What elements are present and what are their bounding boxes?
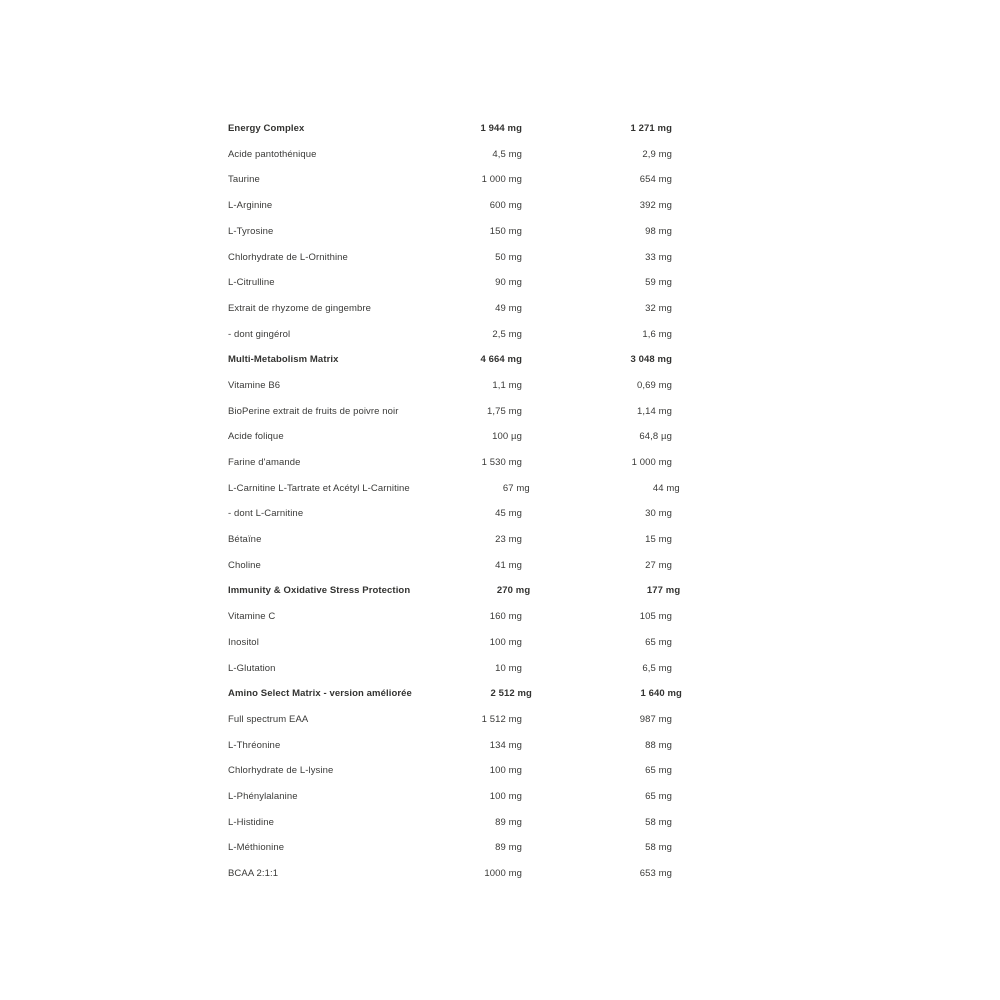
amount-col1: 1000 mg	[484, 868, 522, 880]
amount-col1: 100 mg	[489, 790, 522, 802]
ingredient-label: Chlorhydrate de L-Ornithine	[228, 251, 348, 263]
amount-col2: 653 mg	[639, 868, 672, 880]
amount-col1: 600 mg	[489, 200, 522, 212]
ingredient-label: Extrait de rhyzome de gingembre	[228, 302, 372, 314]
table-row	[228, 707, 672, 733]
amount-col2: 1 640 mg	[640, 688, 682, 700]
ingredient-label: L-Arginine	[228, 200, 273, 212]
amount-col2: 98 mg	[645, 225, 672, 237]
amount-col1: 49 mg	[495, 302, 522, 314]
table-row	[228, 373, 672, 399]
ingredient-label: Amino Select Matrix - version améliorée	[228, 688, 412, 700]
table-row	[228, 219, 672, 245]
table-row	[228, 270, 672, 296]
amount-col2: 177 mg	[646, 585, 681, 597]
amount-col1: 23 mg	[495, 534, 522, 546]
amount-col1: 41 mg	[495, 559, 522, 571]
amount-col1: 160 mg	[489, 611, 522, 623]
ingredient-label: Vitamine C	[228, 611, 276, 623]
ingredient-label: L-Histidine	[228, 816, 274, 828]
amount-col2: 32 mg	[645, 302, 672, 314]
ingredient-label: L-Tyrosine	[228, 225, 274, 237]
ingredient-label: Acide folique	[228, 431, 284, 443]
table-row	[228, 116, 672, 142]
ingredient-label: Choline	[228, 559, 261, 571]
ingredient-label: Energy Complex	[228, 123, 305, 135]
table-row	[228, 142, 672, 168]
table-row	[228, 193, 672, 219]
ingredient-label: Full spectrum EAA	[228, 713, 309, 725]
table-row	[228, 244, 672, 270]
ingredient-label: BioPerine extrait de fruits de poivre noir	[228, 405, 399, 417]
amount-col2: 33 mg	[645, 251, 672, 263]
amount-col1: 100 µg	[492, 431, 522, 443]
amount-col1: 270 mg	[496, 585, 531, 597]
amount-col2: 44 mg	[652, 482, 680, 494]
amount-col2: 64,8 µg	[639, 431, 672, 443]
table-row	[228, 399, 672, 425]
ingredient-label: L-Glutation	[228, 662, 276, 674]
ingredient-label: Chlorhydrate de L-lysine	[228, 765, 334, 777]
amount-col2: 88 mg	[645, 739, 672, 751]
table-row	[228, 296, 672, 322]
ingredient-label: L-Citrulline	[228, 277, 275, 289]
table-row	[228, 733, 672, 759]
table-row	[228, 553, 672, 579]
amount-col2: 392 mg	[639, 200, 672, 212]
amount-col2: 59 mg	[645, 277, 672, 289]
amount-col1: 2 512 mg	[490, 688, 532, 700]
amount-col1: 1,1 mg	[492, 379, 522, 391]
amount-col2: 1,14 mg	[636, 405, 672, 417]
amount-col1: 67 mg	[502, 482, 530, 494]
amount-col2: 105 mg	[639, 611, 672, 623]
amount-col1: 50 mg	[495, 251, 522, 263]
ingredient-label: L-Thréonine	[228, 739, 281, 751]
amount-col1: 1,75 mg	[486, 405, 522, 417]
table-row	[228, 167, 672, 193]
ingredient-label: Acide pantothénique	[228, 148, 317, 160]
table-row	[228, 476, 680, 502]
table-row	[228, 347, 672, 373]
amount-col1: 89 mg	[495, 816, 522, 828]
amount-col2: 3 048 mg	[630, 354, 672, 366]
ingredient-label: Immunity & Oxidative Stress Protection	[228, 585, 411, 597]
table-row	[228, 527, 672, 553]
ingredient-label: L-Carnitine L-Tartrate et Acétyl L-Carnitine	[228, 482, 410, 494]
amount-col1: 1 512 mg	[481, 713, 522, 725]
table-row	[228, 501, 672, 527]
ingredient-label: L-Phénylalanine	[228, 790, 298, 802]
amount-col2: 1 271 mg	[630, 123, 672, 135]
nutrition-table	[228, 116, 682, 887]
amount-col2: 15 mg	[645, 534, 672, 546]
table-row	[228, 655, 672, 681]
amount-col2: 654 mg	[639, 174, 672, 186]
amount-col1: 2,5 mg	[492, 328, 522, 340]
table-row	[228, 861, 672, 887]
amount-col2: 0,69 mg	[636, 379, 672, 391]
amount-col1: 89 mg	[495, 842, 522, 854]
table-row	[228, 322, 672, 348]
amount-col2: 58 mg	[645, 842, 672, 854]
table-row	[228, 681, 682, 707]
amount-col1: 150 mg	[489, 225, 522, 237]
ingredient-label: Multi-Metabolism Matrix	[228, 354, 339, 366]
amount-col2: 65 mg	[645, 765, 672, 777]
ingredient-label: L-Méthionine	[228, 842, 285, 854]
table-row	[228, 630, 672, 656]
ingredient-label: - dont L-Carnitine	[228, 508, 304, 520]
table-row	[228, 810, 672, 836]
table-row	[228, 835, 672, 861]
table-row	[228, 604, 672, 630]
amount-col2: 65 mg	[645, 790, 672, 802]
amount-col1: 100 mg	[489, 765, 522, 777]
amount-col1: 4,5 mg	[492, 148, 522, 160]
table-row	[228, 424, 672, 450]
amount-col1: 1 944 mg	[480, 123, 522, 135]
ingredient-label: Farine d'amande	[228, 457, 301, 469]
amount-col1: 100 mg	[489, 636, 522, 648]
amount-col2: 27 mg	[645, 559, 672, 571]
amount-col2: 987 mg	[639, 713, 672, 725]
amount-col1: 10 mg	[495, 662, 522, 674]
amount-col2: 58 mg	[645, 816, 672, 828]
amount-col1: 45 mg	[495, 508, 522, 520]
table-row	[228, 784, 672, 810]
ingredient-label: BCAA 2:1:1	[228, 868, 279, 880]
amount-col1: 1 530 mg	[481, 457, 522, 469]
ingredient-label: - dont gingérol	[228, 328, 291, 340]
table-row	[228, 450, 672, 476]
ingredient-label: Taurine	[228, 174, 260, 186]
amount-col1: 90 mg	[495, 277, 522, 289]
amount-col1: 134 mg	[489, 739, 522, 751]
amount-col2: 6,5 mg	[642, 662, 672, 674]
amount-col2: 1,6 mg	[642, 328, 672, 340]
ingredient-label: Bétaïne	[228, 534, 262, 546]
ingredient-label: Vitamine B6	[228, 379, 281, 391]
amount-col2: 1 000 mg	[631, 457, 672, 469]
table-row	[228, 758, 672, 784]
amount-col2: 65 mg	[645, 636, 672, 648]
table-row	[228, 578, 681, 604]
amount-col1: 4 664 mg	[480, 354, 522, 366]
amount-col1: 1 000 mg	[481, 174, 522, 186]
amount-col2: 30 mg	[645, 508, 672, 520]
ingredient-label: Inositol	[228, 636, 259, 648]
amount-col2: 2,9 mg	[642, 148, 672, 160]
